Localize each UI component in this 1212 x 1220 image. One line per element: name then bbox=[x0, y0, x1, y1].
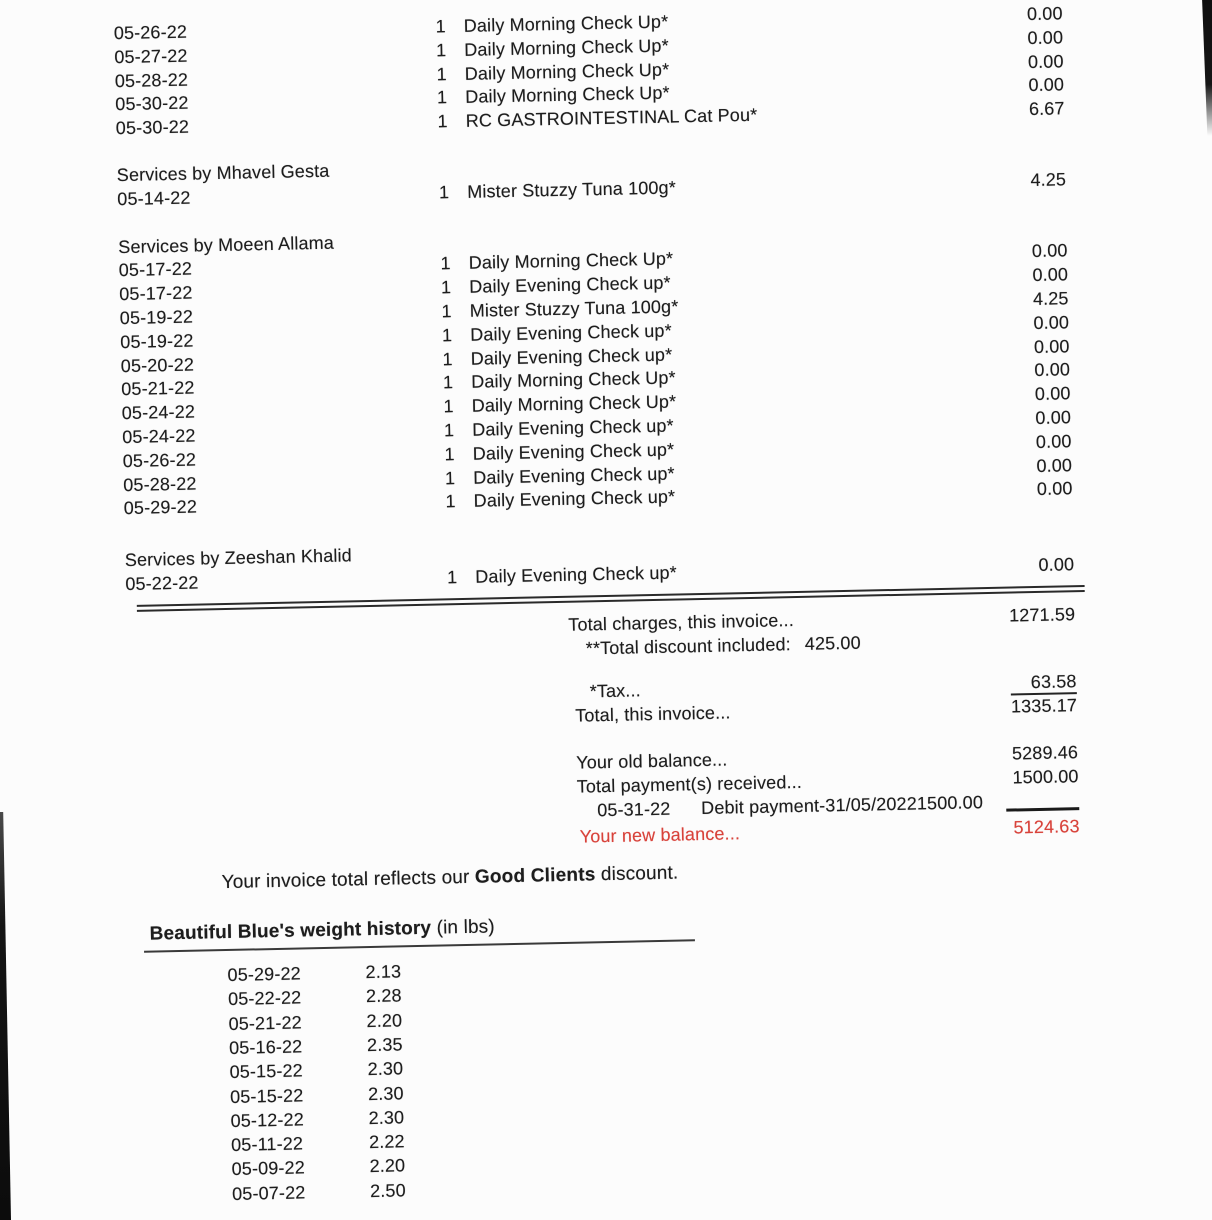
weight-date: 05-12-22 bbox=[230, 1109, 305, 1131]
discount-note-value: 425.00 bbox=[804, 632, 861, 654]
service-amount: 0.00 bbox=[1033, 312, 1070, 333]
service-amount: 0.00 bbox=[1027, 50, 1064, 72]
invoice-note-bold: Good Clients bbox=[474, 864, 596, 888]
service-description: Daily Morning Check Up* bbox=[463, 11, 669, 36]
invoice-note-suffix: discount. bbox=[595, 862, 679, 886]
service-date: 05-19-22 bbox=[119, 306, 194, 329]
service-description: Daily Evening Check up* bbox=[471, 415, 674, 440]
service-date: 05-22-22 bbox=[125, 572, 199, 594]
service-amount: 0.00 bbox=[1038, 554, 1075, 575]
service-quantity: 1 bbox=[438, 181, 450, 203]
service-date: 05-14-22 bbox=[117, 187, 191, 209]
service-section-continuation bbox=[0, 0, 1202, 144]
service-date: 05-27-22 bbox=[114, 45, 188, 67]
service-date: 05-30-22 bbox=[115, 93, 189, 115]
service-quantity: 1 bbox=[444, 467, 456, 488]
service-description: Daily Morning Check Up* bbox=[468, 248, 674, 274]
service-date: 05-24-22 bbox=[121, 401, 196, 424]
total-charges-amount: 1271.59 bbox=[1008, 603, 1076, 626]
service-quantity: 1 bbox=[437, 111, 448, 132]
service-amount: 0.00 bbox=[1031, 240, 1068, 262]
service-amount: 6.67 bbox=[1028, 98, 1065, 120]
service-quantity: 1 bbox=[444, 443, 455, 465]
invoice-note-prefix: Your invoice total reflects our bbox=[221, 866, 476, 894]
weight-value: 2.30 bbox=[368, 1107, 405, 1128]
weight-value: 2.50 bbox=[369, 1180, 406, 1201]
weight-date: 05-09-22 bbox=[231, 1157, 306, 1180]
weight-value: 2.13 bbox=[365, 961, 402, 983]
weight-history-title-bold: Beautiful Blue's weight history bbox=[149, 917, 432, 945]
service-amount: 0.00 bbox=[1035, 430, 1072, 452]
service-section-moeen-allama bbox=[0, 213, 1210, 524]
total-charges-label: Total charges, this invoice... bbox=[568, 609, 795, 635]
service-section-mhavel-gesta bbox=[0, 141, 1203, 214]
service-amount: 0.00 bbox=[1034, 383, 1071, 405]
totals-block bbox=[0, 600, 1212, 862]
service-quantity: 1 bbox=[443, 420, 455, 441]
service-description: Daily Evening Check up* bbox=[475, 562, 678, 587]
service-quantity: 1 bbox=[436, 63, 447, 85]
service-quantity: 1 bbox=[436, 87, 448, 108]
payments-received-amount: 1500.00 bbox=[1012, 765, 1079, 788]
page-edge-artifact-top-right bbox=[1201, 0, 1212, 136]
weight-value: 2.20 bbox=[366, 1010, 403, 1031]
service-date: 05-24-22 bbox=[122, 425, 196, 448]
service-amount: 0.00 bbox=[1036, 478, 1073, 500]
weight-date: 05-15-22 bbox=[229, 1085, 304, 1107]
service-quantity: 1 bbox=[440, 253, 451, 274]
service-quantity: 1 bbox=[440, 277, 452, 298]
service-quantity: 1 bbox=[442, 372, 454, 393]
service-quantity: 1 bbox=[445, 491, 456, 512]
service-date: 05-21-22 bbox=[121, 377, 195, 400]
service-quantity: 1 bbox=[446, 567, 458, 588]
section-header: Services by Zeeshan Khalid bbox=[124, 545, 353, 571]
weight-value: 2.30 bbox=[367, 1058, 404, 1080]
invoice-total-label: Total, this invoice... bbox=[574, 702, 731, 726]
weight-date: 05-21-22 bbox=[228, 1012, 303, 1034]
new-balance-label: Your new balance... bbox=[579, 823, 741, 847]
invoice-note bbox=[221, 850, 1212, 895]
service-date: 05-26-22 bbox=[113, 21, 188, 44]
invoice-total-amount: 1335.17 bbox=[1010, 695, 1078, 717]
payments-received-label: Total payment(s) received... bbox=[576, 771, 803, 797]
weight-history-table bbox=[7, 942, 1212, 1210]
payment-date: 05-31-22 bbox=[596, 798, 671, 820]
service-description: RC GASTROINTESTINAL Cat Pou* bbox=[465, 104, 758, 132]
service-date: 05-28-22 bbox=[123, 473, 197, 495]
service-description: Daily Morning Check Up* bbox=[465, 82, 670, 108]
weight-value: 2.30 bbox=[367, 1082, 404, 1104]
service-quantity: 1 bbox=[441, 301, 452, 322]
weight-value: 2.35 bbox=[366, 1034, 403, 1056]
service-amount: 0.00 bbox=[1028, 74, 1065, 96]
weight-value: 2.28 bbox=[365, 985, 402, 1007]
service-description: Daily Evening Check up* bbox=[470, 344, 673, 369]
weight-date: 05-07-22 bbox=[231, 1182, 306, 1204]
service-amount: 0.00 bbox=[1027, 27, 1064, 48]
service-date: 05-30-22 bbox=[115, 116, 190, 139]
weight-date: 05-22-22 bbox=[227, 987, 302, 1010]
service-description: Daily Morning Check Up* bbox=[464, 59, 670, 84]
discount-note-label: **Total discount included: bbox=[585, 633, 791, 658]
service-quantity: 1 bbox=[442, 348, 453, 369]
section-header: Services by Moeen Allama bbox=[118, 232, 335, 257]
service-date: 05-19-22 bbox=[120, 330, 194, 352]
service-quantity: 1 bbox=[435, 16, 446, 37]
section-header: Services by Mhavel Gesta bbox=[116, 160, 330, 186]
weight-history-title bbox=[143, 911, 695, 953]
weight-date: 05-11-22 bbox=[230, 1133, 304, 1156]
service-amount: 0.00 bbox=[1034, 359, 1071, 381]
weight-date: 05-15-22 bbox=[229, 1060, 304, 1083]
service-description: Daily Evening Check up* bbox=[468, 272, 671, 297]
service-description: Daily Evening Check up* bbox=[472, 463, 675, 488]
service-description: Mister Stuzzy Tuna 100g* bbox=[466, 177, 677, 202]
service-description: Daily Evening Check up* bbox=[469, 320, 672, 345]
service-amount: 4.25 bbox=[1032, 288, 1069, 309]
service-date: 05-28-22 bbox=[114, 69, 189, 91]
service-quantity: 1 bbox=[443, 396, 454, 417]
payment-description: Debit payment-31/05/2022 bbox=[700, 793, 918, 818]
service-amount: 0.00 bbox=[1036, 454, 1073, 476]
balance-short-rule bbox=[1006, 789, 1079, 812]
service-date: 05-20-22 bbox=[120, 354, 195, 376]
service-quantity: 1 bbox=[441, 324, 453, 346]
new-balance-amount: 5124.63 bbox=[1013, 816, 1080, 838]
service-date: 05-29-22 bbox=[123, 496, 198, 519]
payment-amount: 1500.00 bbox=[916, 791, 984, 814]
weight-date: 05-16-22 bbox=[228, 1036, 303, 1058]
service-description: Daily Evening Check up* bbox=[472, 439, 675, 464]
service-date: 05-17-22 bbox=[118, 258, 193, 281]
service-date: 05-17-22 bbox=[119, 282, 193, 305]
service-amount: 0.00 bbox=[1026, 3, 1063, 25]
service-description: Daily Morning Check Up* bbox=[470, 367, 676, 393]
service-amount: 4.25 bbox=[1030, 169, 1067, 190]
tax-amount: 63.58 bbox=[1011, 670, 1077, 695]
service-amount: 0.00 bbox=[1035, 407, 1072, 428]
service-amount: 0.00 bbox=[1032, 264, 1069, 286]
service-description: Daily Morning Check Up* bbox=[471, 391, 677, 416]
tax-label: *Tax... bbox=[589, 680, 641, 702]
service-description: Daily Morning Check Up* bbox=[464, 35, 669, 60]
service-date: 05-26-22 bbox=[122, 449, 197, 471]
weight-value: 2.22 bbox=[368, 1131, 405, 1153]
service-amount: 0.00 bbox=[1033, 335, 1070, 357]
weight-value: 2.20 bbox=[369, 1155, 406, 1177]
weight-history-unit: (in lbs) bbox=[430, 916, 496, 939]
weight-date: 05-29-22 bbox=[227, 963, 302, 986]
service-description: Daily Evening Check up* bbox=[473, 486, 676, 512]
service-description: Mister Stuzzy Tuna 100g* bbox=[469, 296, 679, 321]
old-balance-amount: 5289.46 bbox=[1011, 742, 1079, 764]
service-quantity: 1 bbox=[435, 40, 447, 61]
old-balance-label: Your old balance... bbox=[575, 749, 728, 773]
